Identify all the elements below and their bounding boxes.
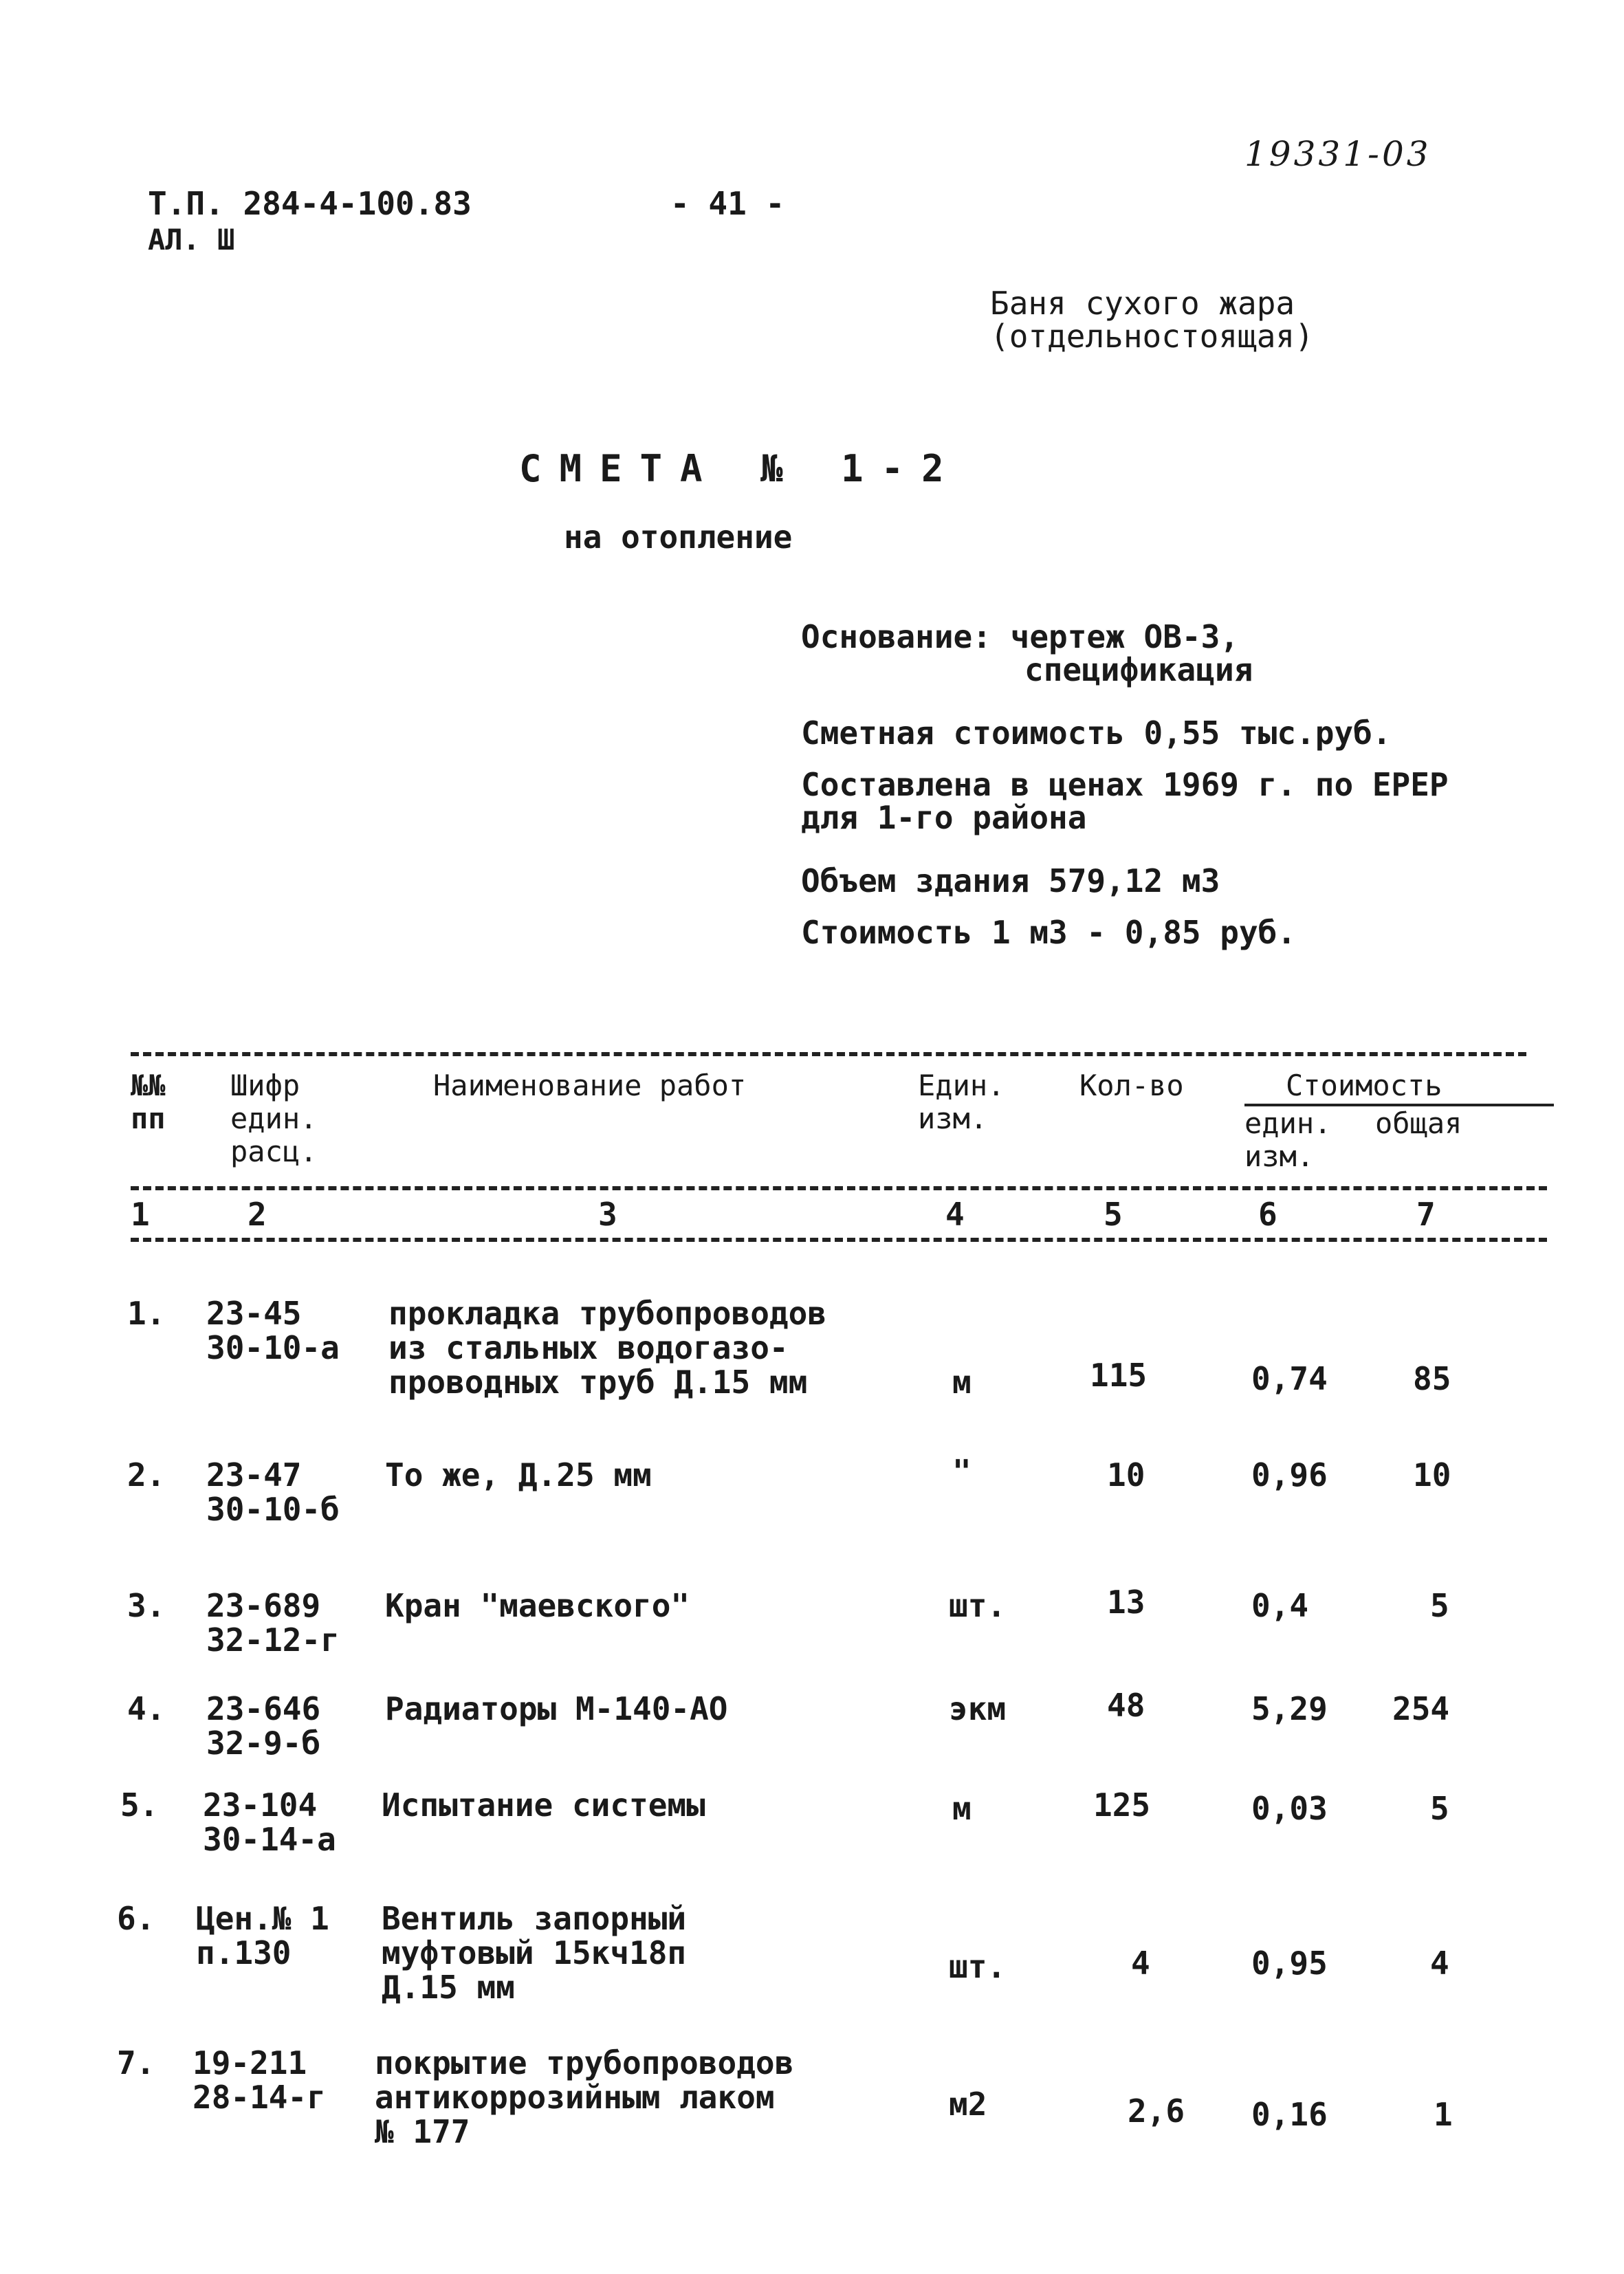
row3-unit-cost: 0,4 [1251,1587,1309,1624]
row5-total: 5 [1430,1790,1449,1827]
row4-num: 4. [127,1690,166,1727]
row1-total: 85 [1413,1360,1451,1397]
row1-qty: 115 [1090,1357,1148,1394]
header-num-line2: пп [131,1102,166,1135]
header-unit-line1: Един. [918,1069,1005,1102]
header-code-line1: Шифр [230,1069,300,1102]
row4-qty: 48 [1107,1687,1145,1724]
document-title: СМЕТА № 1-2 [519,447,962,490]
row2-unit: " [952,1453,972,1490]
row3-code: 23-689 32-12-г [206,1587,340,1659]
row6-unit-cost: 0,95 [1251,1945,1328,1982]
row2-total: 10 [1413,1456,1451,1494]
row3-qty: 13 [1107,1584,1145,1621]
row6-name: Вентиль запорный муфтовый 15кч18п Д.15 мм [382,1900,687,2006]
column-number-1: 1 [131,1196,150,1233]
row7-name: покрытие трубопроводов антикоррозийным лаком № 177 [375,2044,794,2150]
prices-line1: Составлена в ценах 1969 г. по ЕРЕР [801,766,1449,803]
cost-per-m3: Стоимость 1 м3 - 0,85 руб. [801,914,1297,951]
header-unit-line2: изм. [918,1102,988,1135]
header-quantity: Кол-во [1079,1069,1184,1102]
basis-line1: Основание: чертеж ОВ-3, [801,618,1239,655]
row6-unit: шт. [949,1948,1007,1985]
column-number-7: 7 [1416,1196,1436,1233]
basis-line2: спецификация [1024,651,1253,688]
row2-name: То же, Д.25 мм [385,1456,652,1494]
archive-number: 19331-03 [1244,134,1431,174]
row7-unit: м2 [949,2086,987,2123]
row4-unit-cost: 5,29 [1251,1690,1328,1727]
row2-qty: 10 [1107,1456,1145,1494]
row4-name: Радиаторы М-140-АО [385,1690,728,1727]
table-top-rule [131,1052,1526,1056]
column-numbers-rule [131,1238,1547,1242]
row4-code: 23-646 32-9-б [206,1690,321,1762]
row6-total: 4 [1430,1945,1449,1982]
row1-name: прокладка трубопроводов из стальных водогазо- проводных труб Д.15 мм [388,1295,826,1401]
column-number-4: 4 [945,1196,965,1233]
estimated-cost: Сметная стоимость 0,55 тыс.руб. [801,714,1392,752]
row5-qty: 125 [1093,1786,1151,1824]
column-number-5: 5 [1104,1196,1123,1233]
column-number-6: 6 [1258,1196,1277,1233]
row2-code: 23-47 30-10-б [206,1456,340,1528]
object-name-line1: Баня сухого жара [990,285,1295,322]
row5-num: 5. [120,1786,159,1824]
row7-total: 1 [1434,2096,1453,2133]
row5-unit-cost: 0,03 [1251,1790,1328,1827]
header-code-line3: расц. [230,1135,318,1168]
row3-unit: шт. [949,1587,1007,1624]
row6-qty: 4 [1131,1945,1150,1982]
row5-name: Испытание системы [382,1786,705,1824]
header-num-line1: №№ [131,1069,166,1102]
row1-code: 23-45 30-10-а [206,1295,340,1366]
row7-unit-cost: 0,16 [1251,2096,1328,2133]
row3-num: 3. [127,1587,166,1624]
header-work-name: Наименование работ [433,1069,747,1102]
album-label: АЛ. Ш [148,223,235,256]
row1-num: 1. [127,1295,166,1332]
project-code: Т.П. 284-4-100.83 [148,185,472,222]
page-number: - 41 - [670,185,785,222]
row4-total: 254 [1392,1690,1450,1727]
row6-num: 6. [117,1900,155,1937]
row1-unit-cost: 0,74 [1251,1360,1328,1397]
object-name-line2: (отдельностоящая) [990,318,1314,355]
header-cost-group: Стоимость [1286,1069,1442,1102]
document-subtitle: на отопление [564,518,793,556]
header-bottom-rule [131,1186,1547,1190]
row4-unit: экм [949,1690,1007,1727]
column-number-2: 2 [248,1196,267,1233]
row2-unit-cost: 0,96 [1251,1456,1328,1494]
row5-unit: м [952,1790,972,1827]
header-code-line2: един. [230,1102,318,1135]
header-cost-unit-line2: изм. [1244,1139,1315,1173]
column-number-3: 3 [598,1196,617,1233]
header-cost-total: общая [1375,1106,1462,1140]
prices-line2: для 1-го района [801,799,1087,836]
row7-num: 7. [117,2044,155,2081]
row7-qty: 2,6 [1128,2092,1185,2130]
row6-code: Цен.№ 1 п.130 [196,1900,329,1971]
row1-unit: м [952,1364,972,1401]
row7-code: 19-211 28-14-г [193,2044,326,2116]
building-volume: Объем здания 579,12 м3 [801,862,1220,899]
row2-num: 2. [127,1456,166,1494]
row3-total: 5 [1430,1587,1449,1624]
row5-code: 23-104 30-14-а [203,1786,336,1858]
header-cost-unit-line1: един. [1244,1106,1332,1140]
row3-name: Кран "маевского" [385,1587,690,1624]
